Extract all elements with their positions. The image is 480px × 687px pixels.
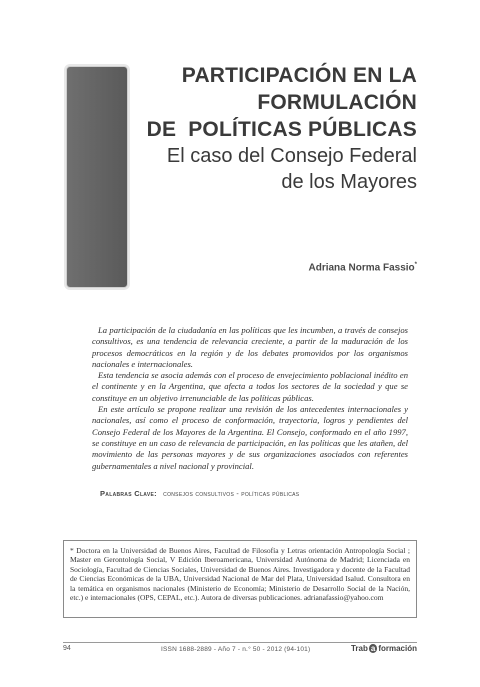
author-footnote-mark: * bbox=[414, 262, 417, 268]
author-footnote: * Doctora en la Universidad de Buenos Aires, Facultad de Filosofía y Letras orientación Antropología Social ; Master en Gerontología Social, V Edición Iberoamericana, Universidad Autónoma de Madrid; Licenciada en Sociología, Facultad de Ciencias Sociales, Universidad de Buenos Aires. Investigadora y docente de la Facultad de Ciencias Económicas de la UBA, Universidad Nacional de Mar del Plata, Universidad Isalud. Consultora en la temática en organismos nacionales (Ministerio de Economía; Ministerio de Desarrollo Social de la Nación, etc.) e internacionales (OPS, CEPAL, etc.). Autora de diversas publicaciones. adrianafassio@yahoo.com bbox=[63, 540, 417, 618]
page-number: 94 bbox=[63, 645, 71, 652]
page-footer bbox=[63, 645, 417, 657]
author-name bbox=[309, 262, 418, 273]
abstract-paragraph: La participación de la ciudadanía en las políticas que les incumben, a través de consejos consultivos, es una tendencia de relevancia creciente, a partir de la maduración de los procesos democráticos en la región y de los debates promovidos por los organismos nacionales e internacionales. bbox=[92, 325, 408, 369]
journal-logo bbox=[351, 644, 417, 653]
issn-line: ISSN 1688-2889 - Año 7 - n.° 50 - 2012 (94-101) bbox=[161, 646, 311, 653]
footer-divider bbox=[63, 642, 417, 643]
keywords-values: consejos consultivos - políticas públicas bbox=[163, 491, 300, 498]
abstract-paragraph: Esta tendencia se asocia además con el proceso de envejecimiento poblacional inédito en el continente y en la Argentina, que afecta a todos los sectores de la sociedad y que se constituye en un objetivo irrenunciable de las políticas públicas. bbox=[92, 370, 408, 403]
title-line-1: PARTICIPACIÓN EN LA bbox=[181, 64, 417, 87]
subtitle-line-2: de los Mayores bbox=[281, 171, 417, 193]
article-title-block bbox=[117, 62, 417, 195]
logo-accent: a bbox=[370, 644, 376, 653]
abstract-paragraph: En este artículo se propone realizar una revisión de los antecedentes internacionales y nacionales, así como el proceso de conformación, trayectoria, logros y pendientes del Consejo Federal de los Mayores de la Argentina. El Consejo, conformado en el año 1997, se constituye en un caso de relevancia de participación, en las políticas que les atañen, del movimiento de las personas mayores y de sus organizaciones asociados con referentes gubernamentales a nivel nacional y provincial. bbox=[92, 404, 408, 471]
subtitle-line-1: El caso del Consejo Federal bbox=[166, 145, 417, 167]
keywords-label: Palabras Clave: bbox=[100, 489, 157, 498]
keywords bbox=[100, 489, 420, 498]
logo-text-left: Trab bbox=[350, 644, 368, 653]
title-line-3: DE POLÍTICAS PÚBLICAS bbox=[146, 118, 417, 141]
author-text: Adriana Norma Fassio bbox=[308, 262, 415, 274]
logo-text-right: formación bbox=[378, 644, 417, 653]
abstract bbox=[92, 325, 408, 472]
title-line-2: FORMULACIÓN bbox=[257, 91, 417, 114]
